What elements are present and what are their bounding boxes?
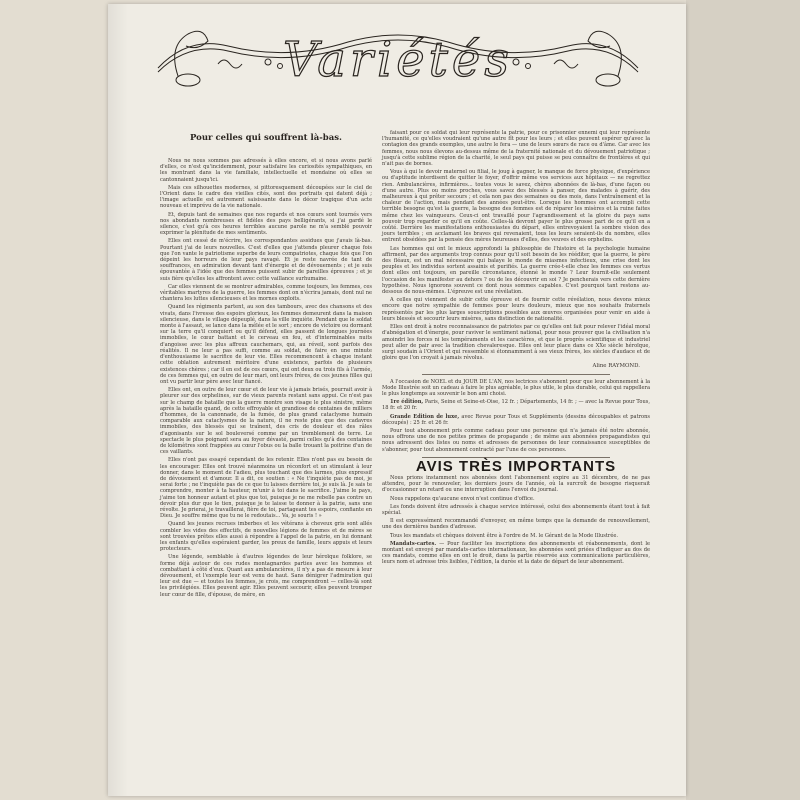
article-paragraph: Mais ces silhouettes modernes, si pittoresquement découpées sur le ciel de l'Orient dans le cadre des vieilles cités, sont des portraits qui datent déjà ; l'image actuelle est autrement saisissante dans le décor tragique d'un acte nouveau et imprévu de la vie nationale. <box>160 184 372 210</box>
notice-paragraph: Les fonds doivent être adressés à chaque service intéressé, celui des abonnements étant tout à fait spécial. <box>382 503 650 516</box>
author-signature: Aline RAYMOND. <box>592 363 640 370</box>
article-paragraph: Elles ont cessé de m'écrire, les correspondantes assidues que j'avais là-bas. Pourtant j'ai de leurs nouvelles. C'est d'elles que j'attends pleurer chaque fois que l'on vante le patriotisme superbe de leurs compatriotes, chaque fois que l'on dépeint les horreurs de leur pays ravagé. Et je reste navrée de tant de souffrances, en admiration devant tant d'énergie et de dévouements ; et je suis épouvantée à l'idée que des femmes puissent subir de pareilles épreuves ; et je suis fière qu'elles les affrontent avec cette vaillance surhumaine. <box>160 238 372 282</box>
left-column <box>160 158 372 600</box>
article-paragraph: Vous à qui le devoir maternel ou filial, le joug à gagner, le manque de force physique, d'expérience ou d'aptitude interdisent de quitter le foyer, d'offrir même vos services aux hôpitaux — ne regrettez rien. Ambulancières, infirmières... toutes vous le savez, chères abonnées de là-bas, d'une façon ou d'une autre. Plus ou moins proches, vous savez des blessés à panser, des malades à guérir, des malheureux à qui prêter secours ; et cela non pas des semaines ou des mois, dans l'entraînement et la chaleur de l'action, mais pendant des années peut-être. Lorsque les hommes ont accompli cette terrible besogne qu'est la guerre, la besogne des femmes est de réparer les misères et la ruine faites même chez les vainqueurs. Ceux-ci ont travaillé pour l'agrandissement et la gloire du pays sans pouvoir trop regarder ce qu'il en coûte. Celles-là devront payer le plus grosse part de ce qu'il en a coûté. Derrière les manifestations enthousiastes du départ, elles entrevoyaient la sombre vision des jours terribles ; en acclamant les braves qui revenaient, tous les leurs seraient-ils du nombre, elles entrent obsédées par la pensée des mères heureuses d'elles, des veuves et des orphelins. <box>382 169 650 244</box>
edition-line <box>382 399 650 411</box>
announcement-text: A l'occasion de NOEL et du JOUR DE L'AN, nos lectrices s'abonnent pour que leur abonnement à la Mode Illustrée soit un cadeau à faire le plus agréable, le plus utile, le plus durable, celui qui rappellera le plus longtemps au souvenir le bon ami choisi. <box>382 378 650 397</box>
right-column <box>382 130 650 568</box>
article-paragraph: Car elles viennent de se montrer admirables, comme toujours, les femmes, ces véritables martyres de la guerre, les femmes dont on n'écrira jamais, dont nul ne chantera les luttes silencieuses et les mornes exploits. <box>160 283 373 303</box>
article-paragraph: Les hommes qui ont le mieux approfondi la philosophie de l'histoire et la psychologie humaine affirment, par des arguments trop connus pour qu'il soit besoin de les rééditer, que la guerre, le père des fléaux, est un mal nécessaire qui balaye le monde de miasmes infectieux, une crise dont les peuples et les individus sortent assainis et purifiés. La guerre crée-t-elle chez les femmes ces vertus dont elles ont toujours, en pareille circonstance, étonné le monde ? Leur fournit-elle seulement l'occasion de les manifester au dehors ? ou de les découvrir en soi ? Je pencherais vers cette dernière hypothèse. Nous ignorons souvent ce dont nous sommes capables. C'est pourquoi tant restons au-dessous de nous-mêmes. L'épreuve est une révélation. <box>382 245 650 296</box>
mandat-label: Mandats-cartes. <box>390 540 437 547</box>
article-paragraph: Quand les jeunes recrues imberbes et les vétérans à cheveux gris sont allés combler les vides des effectifs, de nouvelles légions de femmes et de mères se sont trouvées prêtes elles aussi à répondre à l'appel de la patrie, en lui donnant les enfants qu'elles espéraient garder, les preux de famille, leurs appuis et leurs protecteurs. <box>160 521 372 553</box>
article-paragraph: A celles qui viennent de subir cette épreuve et de fournir cette révélation, nous devons mieux encore que notre sympathie de femmes pour leurs douleurs, mieux que nos souhaits fraternels représentés par les plus larges souscriptions possibles aux œuvres organisées pour venir en aide à leurs blessés et secourir leurs misères, sans distinction de nationalité. <box>382 297 650 322</box>
article-paragraph: Elles ont, en outre de leur cœur et de leur vie à jamais brisés, pourrait avoir à pleurer sur des orphelines, sur de vieux parents restant sans appui. Ce n'est pas sur le champ de bataille que la guerre montre son visage le plus sinistre, même après la bataille quand, de cette effroyable et grandiose de centaines de milliers d'hommes, de la canonnade, de la fumée, de plus grand cataclysme humain comparable aux cataclysmes de la nature, il ne reste plus que des cadavres immobiles, des blessés qui se traînent, des cris de douleur et des râles d'agonisants sur le sol bouleversé comme par un tremblement de terre. Le spectacle le plus poignant sera au foyer dévasté, parmi celles qu'à des centaines de kilomètres sont frappées au cœur l'obus ou la balle trouant la poitrine d'un de ces vaillants. <box>160 387 372 456</box>
article-paragraph: Quand les régiments partent, au son des tambours, avec des chansons et des vivats, dans l'ivresse des espoirs glorieux, les femmes demeurent dans la maison silencieuse, dans le village dépeuplé, dans la ville inquiète. Pendant que le soldat monte à l'assaut, se lance dans la mêlée et le sort ; encore de victoire ou dormant sur la terre qu'il conquiert ou qu'il défend, elles passent de longues journées immobiles, le cœur battant et le cerveau en feu, et d'interminables nuits d'angoisse avec les plus affreux cauchemars, qui, au réveil, sont parfois des réalités. Il ne leur a pas suffi, comme au soldat, de faire en une minute d'enthousiasme le sacrifice de leur vie. Elles recommencent à chaque instant cette oblation autrement méritoire d'une existence, parfois de plusieurs existences chères ; car il en est de ces cœurs, qui ont deux ou trois fils à l'armée, de ces femmes qui, en outre de leur mari, ont leurs frères, de ces jeunes filles qui ont vu partir leur père avec leur fiancé. <box>160 304 372 385</box>
article-paragraph: Elles n'ont pas essayé cependant de les retenir. Elles n'ont pas eu besoin de les encourager. Elles ont trouvé néanmoins un réconfort et un stimulant à leur donner, dans le moment de l'adieu, plus touchant que des larmes, plus expressif de dévouement et d'amour. Il a dit, ce soutien : « Ne t'inquiète pas de moi, je serai forte ; ne t'inquiète pas de ce que tu laisses derrière toi, je suis là. Je sais te comprendre, monter à ta hauteur, m'unir à toi dans le sacrifice. J'aime le pays, j'aime ton honneur autant et plus que toi, puisque je ne me rebelle pas contre un devoir plus dur que le tien, puisque je te laisse te donner à la patrie, sans une révolte. Je prierai, je travaillerai, fière de toi, partageant tes espoirs, confiante en Dieu. Je souffre même que tu ne le redoutais... Va, je souris ! » <box>160 457 372 520</box>
article-paragraph: Et, depuis tant de semaines que nos regards et nos cœurs sont tournés vers nos abondants nombreuses et fidèles des pays belligérants, si j'ai gardé le silence, c'est qu'à ces heures terribles aucune parole ne m'a semblé pouvoir exprimer la plénitude de mes sentiments. <box>160 211 372 237</box>
divider <box>422 374 610 375</box>
notice-heading: AVIS TRÈS IMPORTANTS <box>415 457 617 475</box>
article-paragraph: Nous ne nous sommes pas adressés à elles encore, et si nous avons parlé d'elles, ce n'est qu'incidemment, pour satisfaire les curiosités sympathiques, en les montrant dans la vie familiale, intellectuelle et mondaine où elles se cantonnaient jusqu'ici. <box>160 158 372 183</box>
notice-paragraph: Tous les mandats et chèques doivent être à l'ordre de M. le Gérant de la Mode Illustrée. <box>390 532 619 539</box>
article-paragraph: Elles ont droit à notre reconnaissance de patriotes par ce qu'elles ont fait pour relever l'idéal moral d'abnégation et d'énergie, pour raviver le sentiment national, pour nous prouver que la civilisation n'a amoindri les forces ni les tempéraments et les caractères, et que le progrès scientifique et industriel peut aller de pair avec la tradition chevaleresque. Elles ont leur place dans ce XXe siècle héroïque, surgi soudain à l'Orient et qui ressemble si étonnamment à ses vieux frères, les siècles d'audace et de gloire que l'on croyait à jamais révolus. <box>382 324 650 362</box>
edition-prices: Paris, Seine et Seine-et-Oise, 12 fr. ; Départements, 14 fr. ; — avec la Revue pour Tous, 18 fr. et 20 fr. <box>382 399 650 412</box>
edition-line <box>382 414 650 426</box>
announcement-text: Pour tout abonnement pris comme cadeau pour une personne qui n'a jamais été notre abonnée, nous offrons une de nos petites primes de propagande ; de même aux abonnées propagandistes qui nous adressent des listes ou noms et adresses de personnes de leur connaissance susceptibles de s'abonner, pour tout abonnement contracté par l'une de ces personnes. <box>382 427 650 453</box>
mandat-text: — Pour faciliter les inscriptions des abonnements et réabonnements, dont le montant est envoyé par mandats-cartes internationaux, les abonnées sont priées d'indiquer au dos de ces mandats, comme elles en ont le droit, dans la partie réservée aux communications particulières, leurs nom et adresse très lisibles, l'édition, la durée et la date de départ de leur abonnement. <box>382 540 650 566</box>
notice-block <box>382 475 650 566</box>
edition-label: 1re édition, <box>390 399 424 406</box>
scan-background <box>686 0 800 800</box>
edition-prices: avec Revue pour Tous et Suppléments (dessins découpables et patrons découpés) : 25 fr. et 26 fr. <box>382 413 651 426</box>
notice-paragraph <box>382 541 650 566</box>
section-title: Variétés <box>283 32 513 88</box>
notice-paragraph: Nous prions instamment nos abonnées dont l'abonnement expire au 31 décembre, de ne pas attendre, pour le renouveler, les derniers jours de l'année, où la surcroît de besogne risquerait d'occasionner un retard ou une interruption dans l'envoi du journal. <box>382 474 650 494</box>
article-title: Pour celles qui souffrent là-bas. <box>190 133 342 143</box>
edition-label: Grande Edition de luxe, <box>390 413 460 420</box>
article-paragraph: faisant pour ce soldat qui leur représente la patrie, pour ce prisonnier ennemi qui leur représente l'humanité, ce qu'elles voudraient qu'une autre fît pour les leurs ; et elles peuvent espérer qu'avec la contagion des grands exemples, une autre le fera — une de leurs sœurs de race ou d'âme. Car avec les femmes, nous nous élevons au-dessus même de la fraternité nationale et du dévouement patriotique ; jusqu'à cette sublime région de la charité, le seul pays qui puisse se peu connaître de frontières et qui n'ait pas de bornes. <box>382 130 650 168</box>
page-gutter-shadow <box>108 4 128 796</box>
article-paragraph: Une légende, semblable à d'autres légendes de leur héroïque folklore, se forme déjà autour de ces rudes montagnardes parties avec les hommes et combattant à côté d'eux. Quant aux ambulancières, il n'y a pas de mesure à leur dévouement, et l'exemple leur est venu de haut. Sans dénigrer l'admiration qui leur est due — et toutes les femmes, je crois, me comprendront — celles-là sont les privilégiées. Elles peuvent agir. Elles peuvent secourir, elles peuvent tromper leur cœur de fille, d'épouse, de mère, en <box>160 554 372 598</box>
notice-paragraph: Il est expressément recommandé d'envoyer, en même temps que la demande de renouvellement, une des dernières bandes d'adresse. <box>382 518 650 531</box>
subscription-announcement <box>382 379 650 453</box>
notice-paragraph: Nous rappelons qu'aucune envoi n'est continue d'office. <box>390 495 535 502</box>
decorative-banner <box>148 16 648 94</box>
